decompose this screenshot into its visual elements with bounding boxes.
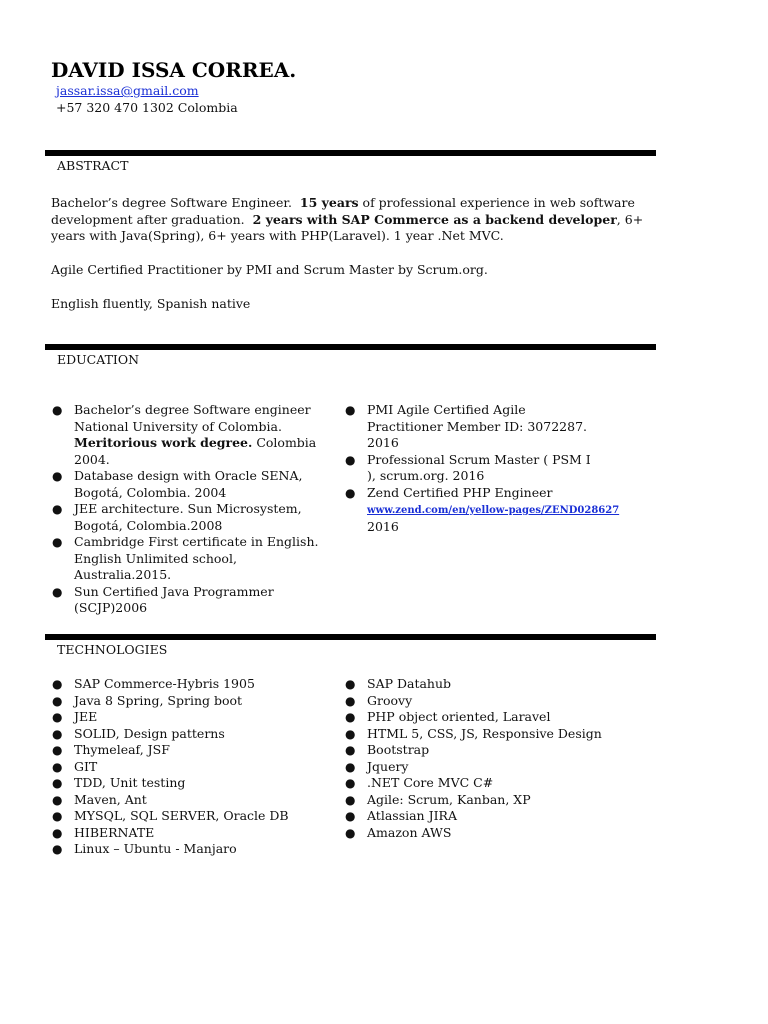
list-item xyxy=(52,501,334,534)
list-item xyxy=(345,759,645,776)
bullet-icon: ● xyxy=(345,792,356,807)
list-item xyxy=(345,742,645,759)
bullet-icon: ● xyxy=(52,710,63,724)
list-item xyxy=(52,775,337,792)
list-item xyxy=(52,808,337,825)
list-item xyxy=(345,726,645,743)
technology-text: Jquery xyxy=(367,758,409,774)
technology-text: Amazon AWS xyxy=(367,824,452,840)
list-item xyxy=(345,485,645,536)
abstract-stack: , 6+ years with Java(Spring), 6+ years with PHP(Laravel). 1 year .Net MVC. xyxy=(51,211,644,243)
technology-text: JEE xyxy=(74,709,98,724)
bullet-icon: ● xyxy=(52,743,63,757)
bullet-icon: ● xyxy=(52,677,63,691)
bullet-icon: ● xyxy=(345,825,356,840)
technology-text: Groovy xyxy=(367,692,413,708)
education-item-text: Sun Certified Java Programmer (SCJP)2006 xyxy=(74,583,274,615)
technologies-list-right xyxy=(345,676,645,841)
email-link[interactable]: jassar.issa@gmail.com xyxy=(56,83,199,98)
technology-text: Maven, Ant xyxy=(74,791,147,807)
technology-text: Thymeleaf, JSF xyxy=(74,742,170,757)
list-item xyxy=(52,759,337,776)
bullet-icon: ● xyxy=(345,677,356,691)
abstract-experience: of professional experience in web software development after graduation. xyxy=(51,195,635,227)
zend-profile-link[interactable]: www.zend.com/en/yellow-pages/ZEND028627 xyxy=(367,505,620,516)
bullet-icon: ● xyxy=(52,693,63,708)
education-honor: Meritorious work degree. xyxy=(74,435,253,450)
list-item xyxy=(345,825,645,842)
candidate-name: DAVID ISSA CORREA. xyxy=(51,58,297,82)
bullet-icon: ● xyxy=(52,842,63,856)
section-heading-abstract: ABSTRACT xyxy=(57,158,129,173)
list-item xyxy=(345,709,645,726)
list-item xyxy=(345,693,645,710)
certification-text: Zend Certified PHP Engineer xyxy=(367,484,553,500)
bullet-icon: ● xyxy=(52,584,63,599)
education-item-text: Cambridge First certificate in English. English Unlimited school, Australia.2015. xyxy=(74,534,319,582)
section-heading-education: EDUCATION xyxy=(57,352,140,367)
bullet-icon: ● xyxy=(52,502,63,516)
education-list-left xyxy=(52,402,334,617)
technology-text: HIBERNATE xyxy=(74,824,155,840)
abstract-degree: Bachelor’s degree Software Engineer. xyxy=(51,195,292,210)
list-item xyxy=(52,825,337,842)
technology-text: SAP Datahub xyxy=(367,676,452,691)
bullet-icon: ● xyxy=(52,809,63,823)
bullet-icon: ● xyxy=(52,535,63,549)
bullet-icon: ● xyxy=(345,809,356,823)
bullet-icon: ● xyxy=(52,403,63,417)
list-item xyxy=(345,792,645,809)
bullet-icon: ● xyxy=(345,759,356,774)
list-item xyxy=(52,742,337,759)
technology-text: Java 8 Spring, Spring boot xyxy=(74,692,243,708)
list-item xyxy=(52,676,337,693)
section-divider-education xyxy=(45,344,656,350)
section-heading-technologies: TECHNOLOGIES xyxy=(57,642,168,657)
abstract-sap: 2 years with SAP Commerce as a backend developer xyxy=(252,211,617,227)
bullet-icon: ● xyxy=(345,776,356,790)
technology-text: TDD, Unit testing xyxy=(74,775,186,790)
bullet-icon: ● xyxy=(52,726,63,741)
education-degree-year: Colombia 2004. xyxy=(74,435,317,467)
list-item xyxy=(345,808,645,825)
list-item xyxy=(52,584,334,617)
certification-year: 2016 xyxy=(367,519,399,534)
bullet-icon: ● xyxy=(52,469,63,483)
abstract-years: 15 years xyxy=(299,195,359,210)
technology-text: PHP object oriented, Laravel xyxy=(367,709,551,724)
abstract-paragraph-experience xyxy=(51,195,676,245)
bullet-icon: ● xyxy=(52,792,63,807)
certification-text: Professional Scrum Master ( PSM I ), scrum.org. 2016 xyxy=(367,451,591,483)
list-item xyxy=(52,792,337,809)
technology-text: GIT xyxy=(74,758,98,774)
bullet-icon: ● xyxy=(345,403,356,417)
abstract-paragraph-languages: English fluently, Spanish native xyxy=(51,296,251,311)
education-item-text: Database design with Oracle SENA, Bogotá, Colombia. 2004 xyxy=(74,468,303,500)
technology-text: Linux – Ubuntu - Manjaro xyxy=(74,841,237,856)
technology-text: HTML 5, CSS, JS, Responsive Design xyxy=(367,725,602,741)
technology-text: Bootstrap xyxy=(367,742,430,757)
bullet-icon: ● xyxy=(345,726,356,741)
bullet-icon: ● xyxy=(345,452,356,467)
technology-text: SAP Commerce-Hybris 1905 xyxy=(74,676,255,691)
bullet-icon: ● xyxy=(52,825,63,840)
education-item-text: JEE architecture. Sun Microsystem, Bogotá, Colombia.2008 xyxy=(74,501,302,533)
list-item xyxy=(345,402,603,452)
technology-text: Agile: Scrum, Kanban, XP xyxy=(367,791,531,807)
technology-text: .NET Core MVC C# xyxy=(367,775,494,790)
technology-text: SOLID, Design patterns xyxy=(74,725,225,741)
bullet-icon: ● xyxy=(52,776,63,790)
section-divider-technologies xyxy=(45,634,656,640)
list-item xyxy=(345,676,645,693)
education-degree: Bachelor’s degree Software engineer National University of Colombia. xyxy=(74,402,311,434)
list-item xyxy=(52,468,334,501)
list-item xyxy=(52,709,337,726)
list-item xyxy=(52,402,334,468)
technology-text: Atlassian JIRA xyxy=(367,808,457,823)
list-item xyxy=(52,534,334,584)
list-item xyxy=(52,726,337,743)
phone-number: +57 320 470 1302 Colombia xyxy=(56,100,238,115)
bullet-icon: ● xyxy=(345,743,356,757)
bullet-icon: ● xyxy=(345,693,356,708)
list-item xyxy=(345,775,645,792)
bullet-icon: ● xyxy=(52,759,63,774)
education-list-right xyxy=(345,402,645,536)
bullet-icon: ● xyxy=(345,485,356,500)
list-item xyxy=(52,841,337,858)
bullet-icon: ● xyxy=(345,710,356,724)
list-item xyxy=(345,452,603,485)
technology-text: MYSQL, SQL SERVER, Oracle DB xyxy=(74,808,289,823)
technologies-list-left xyxy=(52,676,337,858)
abstract-paragraph-agile: Agile Certified Practitioner by PMI and Scrum Master by Scrum.org. xyxy=(51,262,488,277)
certification-text: PMI Agile Certified Agile Practitioner Member ID: 3072287. 2016 xyxy=(367,402,587,450)
section-divider-abstract xyxy=(45,150,656,156)
list-item xyxy=(52,693,337,710)
